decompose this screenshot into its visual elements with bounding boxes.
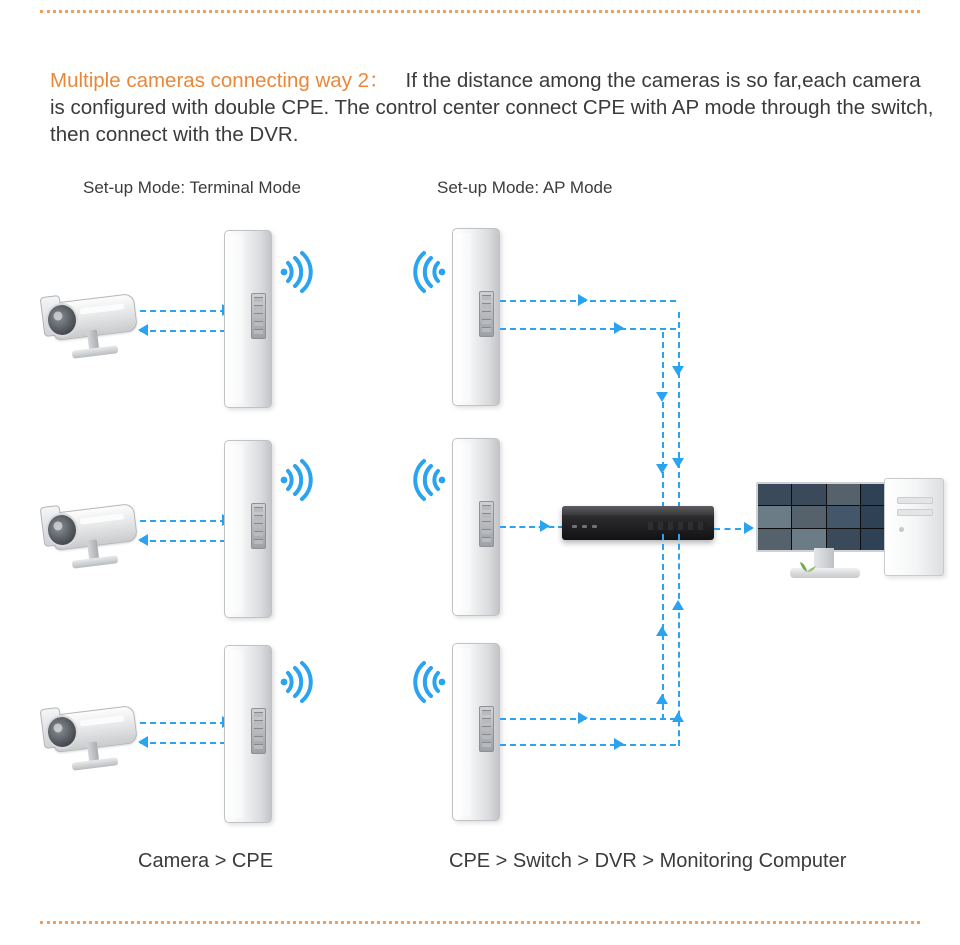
wifi-signal-icon xyxy=(276,660,316,704)
computer-tower xyxy=(884,478,944,576)
intro-lead: Multiple cameras connecting way 2： xyxy=(50,68,390,92)
arrow-cpe-ap3-b xyxy=(614,738,624,750)
trunk-outer-vertical xyxy=(678,312,680,528)
arrow-trunk-inner-down-2 xyxy=(656,464,668,474)
link-cpe-ap2-switch xyxy=(500,526,564,528)
arrow-camera1-cpe1-in xyxy=(138,324,148,336)
arrow-trunk-inner-down-1 xyxy=(656,392,668,402)
arrow-trunk-inner-up-1 xyxy=(656,626,668,636)
wifi-signal-icon xyxy=(406,660,446,704)
link-switch-monitor xyxy=(714,528,762,530)
link-cpe-ap1-trunk-a xyxy=(500,300,676,302)
intro-paragraph xyxy=(50,67,940,148)
ip-camera xyxy=(36,500,140,574)
arrow-cpe-ap3-a xyxy=(578,712,588,724)
wifi-signal-icon xyxy=(276,458,316,502)
top-divider xyxy=(40,10,920,16)
network-switch-dvr xyxy=(562,506,714,540)
cpe-antenna xyxy=(452,228,500,406)
arrow-trunk-inner-up-2 xyxy=(656,694,668,704)
cpe-antenna xyxy=(224,645,272,823)
arrow-cpe-ap1-b xyxy=(614,322,624,334)
link-camera3-cpe3-in xyxy=(140,742,226,744)
wifi-signal-icon xyxy=(406,458,446,502)
arrow-trunk-down-1 xyxy=(672,366,684,376)
link-camera1-cpe1-in xyxy=(140,330,226,332)
arrow-camera3-cpe3-in xyxy=(138,736,148,748)
cpe-antenna xyxy=(452,643,500,821)
cpe-antenna xyxy=(224,440,272,618)
wifi-signal-icon xyxy=(276,250,316,294)
desk-plant-icon xyxy=(796,560,818,572)
link-camera1-cpe1-out xyxy=(140,310,226,312)
link-camera2-cpe2-out xyxy=(140,520,226,522)
arrow-trunk-up-1 xyxy=(672,600,684,610)
arrow-camera2-cpe2-in xyxy=(138,534,148,546)
trunk-inner-vertical xyxy=(662,332,664,528)
footer-flow-right: CPE > Switch > DVR > Monitoring Computer xyxy=(449,850,847,872)
bottom-divider xyxy=(40,921,920,927)
cpe-antenna xyxy=(224,230,272,408)
monitoring-computer-display xyxy=(756,482,892,586)
footer-flow-left: Camera > CPE xyxy=(138,850,274,872)
ip-camera xyxy=(36,290,140,364)
intro-body: If the distance among the cameras is so far,each camera is configured with double CPE. The control center connect CPE with AP mode through the switch, then connect with the DVR. xyxy=(50,68,934,146)
arrow-trunk-down-2 xyxy=(672,458,684,468)
link-cpe-ap3-trunk-a xyxy=(500,718,676,720)
arrow-trunk-up-2 xyxy=(672,712,684,722)
arrow-cpe-ap1-a xyxy=(578,294,588,306)
link-cpe-ap3-trunk-b xyxy=(500,744,676,746)
link-cpe-ap1-trunk-b xyxy=(500,328,676,330)
arrow-cpe-ap2-switch xyxy=(540,520,550,532)
monitor-screen xyxy=(756,482,896,552)
link-camera2-cpe2-in xyxy=(140,540,226,542)
arrow-switch-monitor xyxy=(744,522,754,534)
cpe-antenna xyxy=(452,438,500,616)
caption-terminal-mode: Set-up Mode: Terminal Mode xyxy=(83,178,301,197)
ip-camera xyxy=(36,702,140,776)
caption-ap-mode: Set-up Mode: AP Mode xyxy=(437,178,613,197)
wifi-signal-icon xyxy=(406,250,446,294)
link-camera3-cpe3-out xyxy=(140,722,226,724)
